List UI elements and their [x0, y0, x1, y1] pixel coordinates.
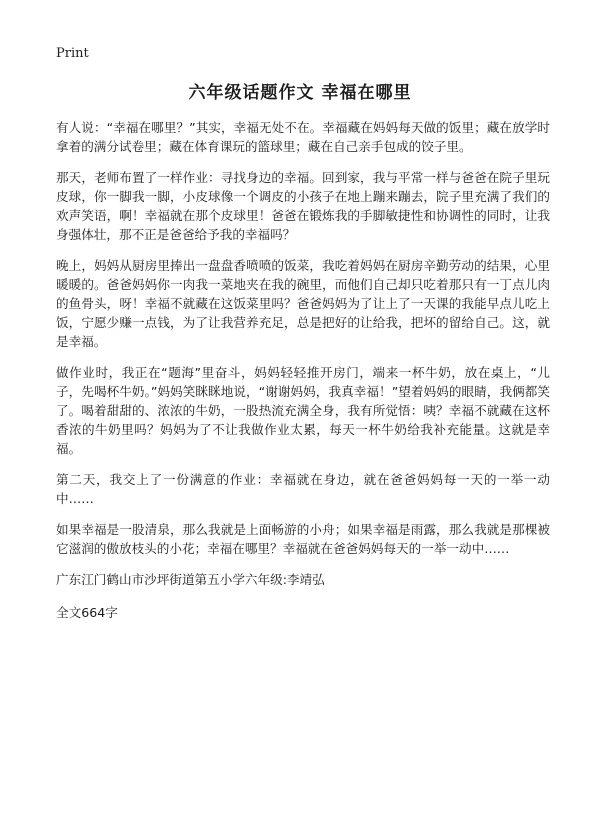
paragraph: 如果幸福是一股清泉，那么我就是上面畅游的小舟；如果幸福是雨露，那么我就是那棵被它滋润的傲放枝头的小花；幸福在哪里？幸福就在爸爸妈妈每天的一举一动中……: [56, 522, 550, 556]
paragraph: 那天，老师布置了一样作业：寻找身边的幸福。回到家，我与平常一样与爸爸在院子里玩皮球，你一脚我一脚，小皮球像一个调皮的小孩子在地上蹦来蹦去，院子里充满了我们的欢声笑语，啊！幸福就在那个皮球里！爸爸在锻炼我的手脚敏捷性和协调性的同时，让我身强体壮，那不正是爸爸给予我的幸福吗？: [56, 170, 550, 242]
paragraph: 有人说：“幸福在哪里？”其实，幸福无处不在。幸福藏在妈妈每天做的饭里；藏在放学时拿着的满分试卷里；藏在体育课玩的篮球里；藏在自己亲手包成的饺子里。: [56, 120, 550, 154]
word-count: 全文664字: [56, 605, 118, 620]
paragraph: 做作业时，我正在“题海”里奋斗，妈妈轻轻推开房门，端来一杯牛奶，放在桌上，“儿子，先喝杯牛奶。”妈妈笑眯眯地说，“谢谢妈妈，我真幸福！”望着妈妈的眼睛，我俩都笑了。喝着甜甜的、浓浓的牛奶，一股热流充满全身，我有所觉悟：咦？幸福不就藏在这杯香浓的牛奶里吗？妈妈为了不让我做作业太累，每天一杯牛奶给我补充能量。这就是幸福。: [56, 365, 550, 456]
paragraph: 晚上，妈妈从厨房里捧出一盘盘香喷喷的饭菜，我吃着妈妈在厨房辛勤劳动的结果，心里暖暖的。爸爸妈妈你一肉我一菜地夹在我的碗里，而他们自己却只吃着那只有一丁点儿肉的鱼骨头，呀！幸福不就藏在这饭菜里吗？爸爸妈妈为了让上了一天课的我能早点儿吃上饭，宁愿少赚一点钱，为了让我营养充足，总是把好的让给我，把坏的留给自己。这，就是幸福。: [56, 258, 550, 349]
article-body: [56, 118, 550, 622]
print-link[interactable]: Print: [56, 46, 89, 61]
author-byline: 广东江门鹤山市沙坪街道第五小学六年级:李靖弘: [56, 572, 325, 587]
paragraph: 第二天，我交上了一份满意的作业：幸福就在身边，就在爸爸妈妈每一天的一举一动中……: [56, 472, 550, 506]
article-title: 六年级话题作文 幸福在哪里: [188, 83, 412, 103]
